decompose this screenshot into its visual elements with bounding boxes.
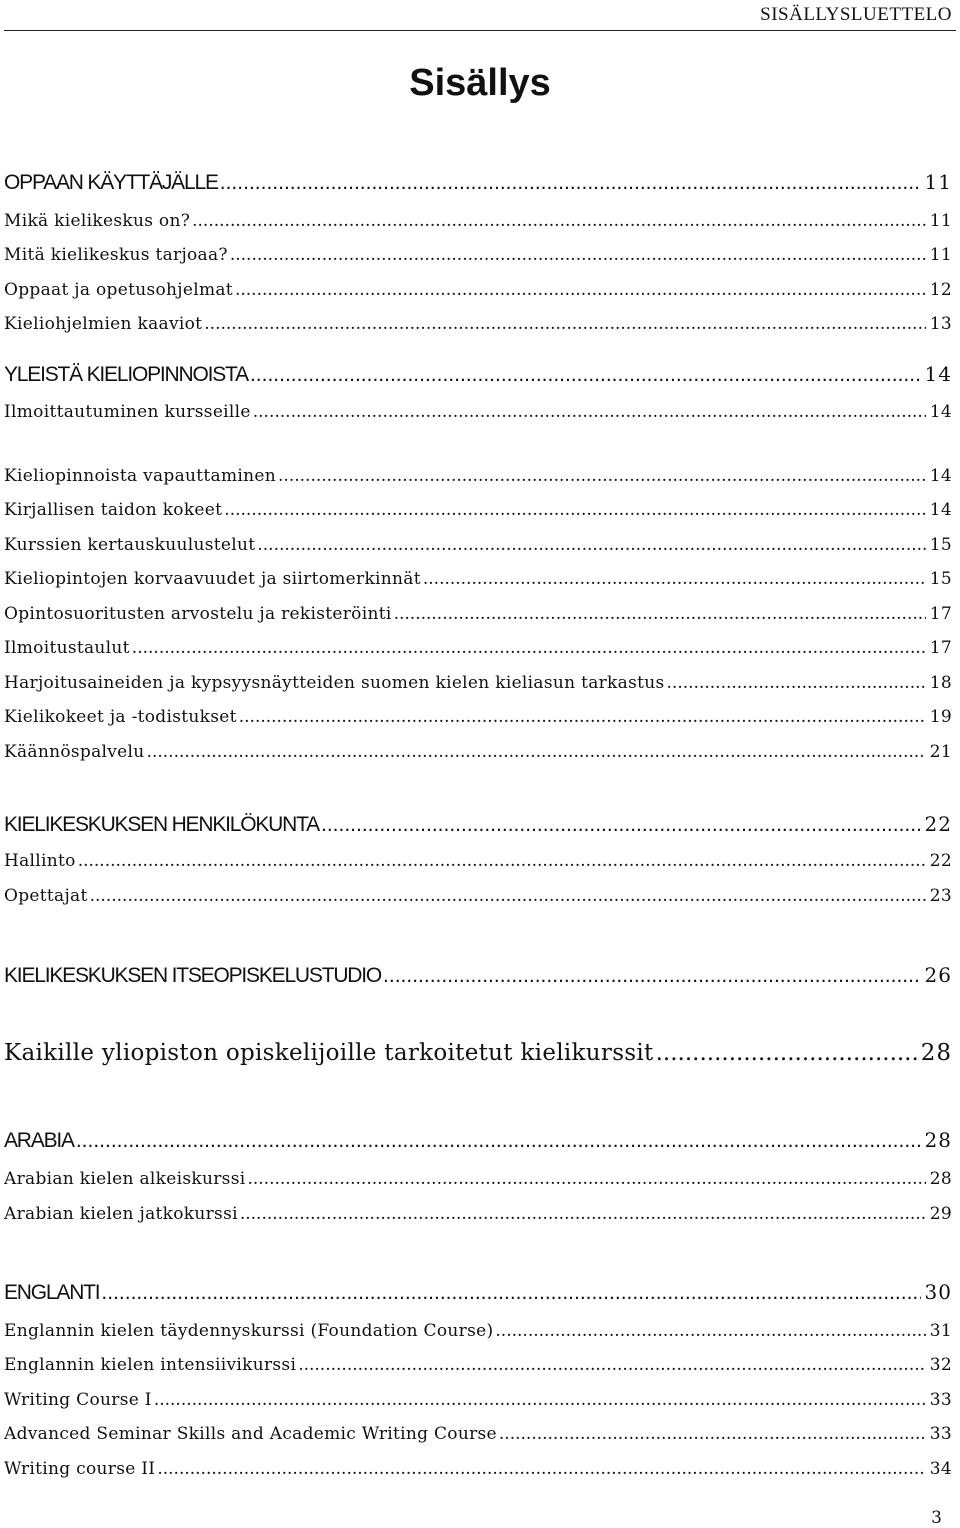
- toc-entry-page: 22: [924, 812, 952, 836]
- toc-entry[interactable]: [4, 466, 952, 486]
- toc-entry-label: KIELIKESKUKSEN HENKILÖKUNTA: [4, 813, 319, 836]
- toc-entry-label: Kaikille yliopiston opiskelijoille tarkoitetut kielikurssit: [4, 1040, 654, 1066]
- toc-leader-dots: [220, 171, 921, 195]
- toc-leader-dots: [278, 466, 926, 486]
- toc-entry-label: Writing course II: [4, 1459, 156, 1479]
- toc-leader-dots: [76, 1129, 921, 1153]
- page-number: 3: [931, 1508, 942, 1528]
- toc-entry-page: 11: [929, 211, 952, 231]
- toc-entry-label: Kirjallisen taidon kokeet: [4, 500, 223, 520]
- page-title: Sisällys: [409, 62, 551, 104]
- toc-leader-dots: [250, 363, 921, 387]
- toc-entry-page: 33: [929, 1424, 952, 1444]
- toc-entry[interactable]: [4, 170, 952, 195]
- toc-leader-dots: [192, 211, 926, 231]
- toc-entry-page: 22: [929, 851, 952, 871]
- toc-entry-page: 14: [924, 362, 952, 386]
- toc-entry[interactable]: [4, 1459, 952, 1479]
- toc-leader-dots: [101, 1281, 920, 1305]
- toc-leader-dots: [90, 886, 926, 906]
- toc-entry-page: 12: [929, 280, 952, 300]
- toc-leader-dots: [235, 280, 926, 300]
- toc-leader-dots: [394, 604, 926, 624]
- toc-entry-label: Englannin kielen täydennyskurssi (Foundation Course): [4, 1321, 494, 1341]
- toc-leader-dots: [253, 402, 926, 422]
- toc-leader-dots: [298, 1355, 926, 1375]
- toc-entry-page: 13: [929, 314, 952, 334]
- toc-leader-dots: [147, 742, 926, 762]
- toc-entry-label: ARABIA: [4, 1129, 74, 1152]
- toc-entry[interactable]: [4, 886, 952, 906]
- toc-entry-page: 14: [929, 500, 952, 520]
- toc-entry-page: 29: [929, 1204, 952, 1224]
- toc-entry-page: 11: [929, 245, 952, 265]
- toc-leader-dots: [423, 569, 926, 589]
- toc-entry[interactable]: [4, 742, 952, 762]
- toc-leader-dots: [247, 1169, 925, 1189]
- toc-leader-dots: [656, 1040, 917, 1066]
- toc-leader-dots: [499, 1424, 926, 1444]
- table-of-contents: [4, 0, 952, 1528]
- toc-leader-dots: [321, 813, 921, 837]
- toc-entry[interactable]: [4, 638, 952, 658]
- toc-leader-dots: [239, 707, 926, 727]
- toc-leader-dots: [257, 535, 925, 555]
- toc-entry[interactable]: [4, 314, 952, 334]
- toc-entry-label: Opintosuoritusten arvostelu ja rekisteröinti: [4, 604, 392, 624]
- toc-entry-page: 18: [929, 673, 952, 693]
- toc-entry-page: 15: [929, 569, 952, 589]
- toc-entry-page: 28: [929, 1169, 952, 1189]
- toc-entry-page: 15: [929, 535, 952, 555]
- toc-entry[interactable]: [4, 851, 952, 871]
- toc-leader-dots: [132, 638, 926, 658]
- toc-entry-page: 23: [929, 886, 952, 906]
- toc-entry[interactable]: [4, 1321, 952, 1341]
- toc-entry[interactable]: [4, 1280, 952, 1305]
- toc-entry[interactable]: [4, 362, 952, 387]
- toc-entry-page: 19: [929, 707, 952, 727]
- toc-entry[interactable]: [4, 604, 952, 624]
- toc-entry-label: Harjoitusaineiden ja kypsyysnäytteiden suomen kielen kieliasun tarkastus: [4, 673, 665, 693]
- toc-entry[interactable]: [4, 1128, 952, 1153]
- toc-entry-label: Oppaat ja opetusohjelmat: [4, 280, 233, 300]
- toc-entry[interactable]: [4, 1204, 952, 1224]
- toc-entry-label: Kieliohjelmien kaaviot: [4, 314, 203, 334]
- toc-entry-label: Kieliopintojen korvaavuudet ja siirtomerkinnät: [4, 569, 421, 589]
- toc-entry-label: Englannin kielen intensiivikurssi: [4, 1355, 297, 1375]
- toc-entry-page: 14: [929, 402, 952, 422]
- toc-leader-dots: [204, 314, 925, 334]
- toc-leader-dots: [154, 1390, 926, 1410]
- toc-leader-dots: [78, 851, 926, 871]
- toc-entry[interactable]: [4, 280, 952, 300]
- toc-entry-label: Advanced Seminar Skills and Academic Writing Course: [4, 1424, 497, 1444]
- toc-entry[interactable]: [4, 569, 952, 589]
- running-head: SISÄLLYSLUETTELO: [760, 4, 952, 25]
- toc-entry-page: 17: [929, 638, 952, 658]
- toc-entry-page: 34: [929, 1459, 952, 1479]
- toc-entry-label: YLEISTÄ KIELIOPINNOISTA: [4, 363, 248, 386]
- toc-entry-label: Mitä kielikeskus tarjoaa?: [4, 245, 228, 265]
- toc-leader-dots: [383, 964, 921, 988]
- toc-entry-label: Opettajat: [4, 886, 88, 906]
- toc-entry-page: 33: [929, 1390, 952, 1410]
- toc-entry-label: Kielikokeet ja -todistukset: [4, 707, 237, 727]
- toc-entry-label: Arabian kielen alkeiskurssi: [4, 1169, 246, 1189]
- toc-entry-label: Mikä kielikeskus on?: [4, 211, 191, 231]
- toc-entry-label: OPPAAN KÄYTTÄJÄLLE: [4, 171, 218, 194]
- toc-entry-label: Writing Course I: [4, 1390, 152, 1410]
- toc-entry-page: 30: [924, 1280, 952, 1304]
- toc-leader-dots: [230, 245, 926, 265]
- toc-entry[interactable]: [4, 963, 952, 988]
- toc-entry-page: 32: [929, 1355, 952, 1375]
- toc-leader-dots: [667, 673, 926, 693]
- toc-entry[interactable]: [4, 707, 952, 727]
- toc-entry[interactable]: [4, 211, 952, 231]
- toc-entry-page: 26: [924, 963, 952, 987]
- toc-leader-dots: [240, 1204, 926, 1224]
- toc-entry-label: Ilmoitustaulut: [4, 638, 130, 658]
- toc-entry-label: Kurssien kertauskuulustelut: [4, 535, 256, 555]
- toc-entry[interactable]: [4, 402, 952, 422]
- toc-entry[interactable]: [4, 1424, 952, 1444]
- toc-entry[interactable]: [4, 245, 952, 265]
- toc-entry[interactable]: [4, 500, 952, 520]
- toc-entry-page: 17: [929, 604, 952, 624]
- toc-entry-label: ENGLANTI: [4, 1281, 100, 1304]
- toc-entry-page: 14: [929, 466, 952, 486]
- toc-entry-page: 28: [924, 1128, 952, 1152]
- toc-entry-label: Arabian kielen jatkokurssi: [4, 1204, 238, 1224]
- toc-entry-label: KIELIKESKUKSEN ITSEOPISKELUSTUDIO: [4, 964, 382, 987]
- toc-entry-page: 21: [929, 742, 952, 762]
- toc-entry-label: Kieliopinnoista vapauttaminen: [4, 466, 277, 486]
- toc-leader-dots: [224, 500, 925, 520]
- toc-entry[interactable]: [4, 1355, 952, 1375]
- toc-entry[interactable]: [4, 1040, 952, 1066]
- toc-entry[interactable]: [4, 673, 952, 693]
- toc-entry-page: 28: [920, 1040, 952, 1066]
- toc-entry-page: 31: [929, 1321, 952, 1341]
- toc-entry-label: Käännöspalvelu: [4, 742, 145, 762]
- toc-entry[interactable]: [4, 535, 952, 555]
- toc-entry-page: 11: [924, 170, 952, 194]
- toc-leader-dots: [495, 1321, 925, 1341]
- toc-entry-label: Ilmoittautuminen kursseille: [4, 402, 251, 422]
- toc-entry[interactable]: [4, 1169, 952, 1189]
- toc-leader-dots: [157, 1459, 925, 1479]
- toc-entry[interactable]: [4, 812, 952, 837]
- toc-entry[interactable]: [4, 1390, 952, 1410]
- toc-entry-label: Hallinto: [4, 851, 76, 871]
